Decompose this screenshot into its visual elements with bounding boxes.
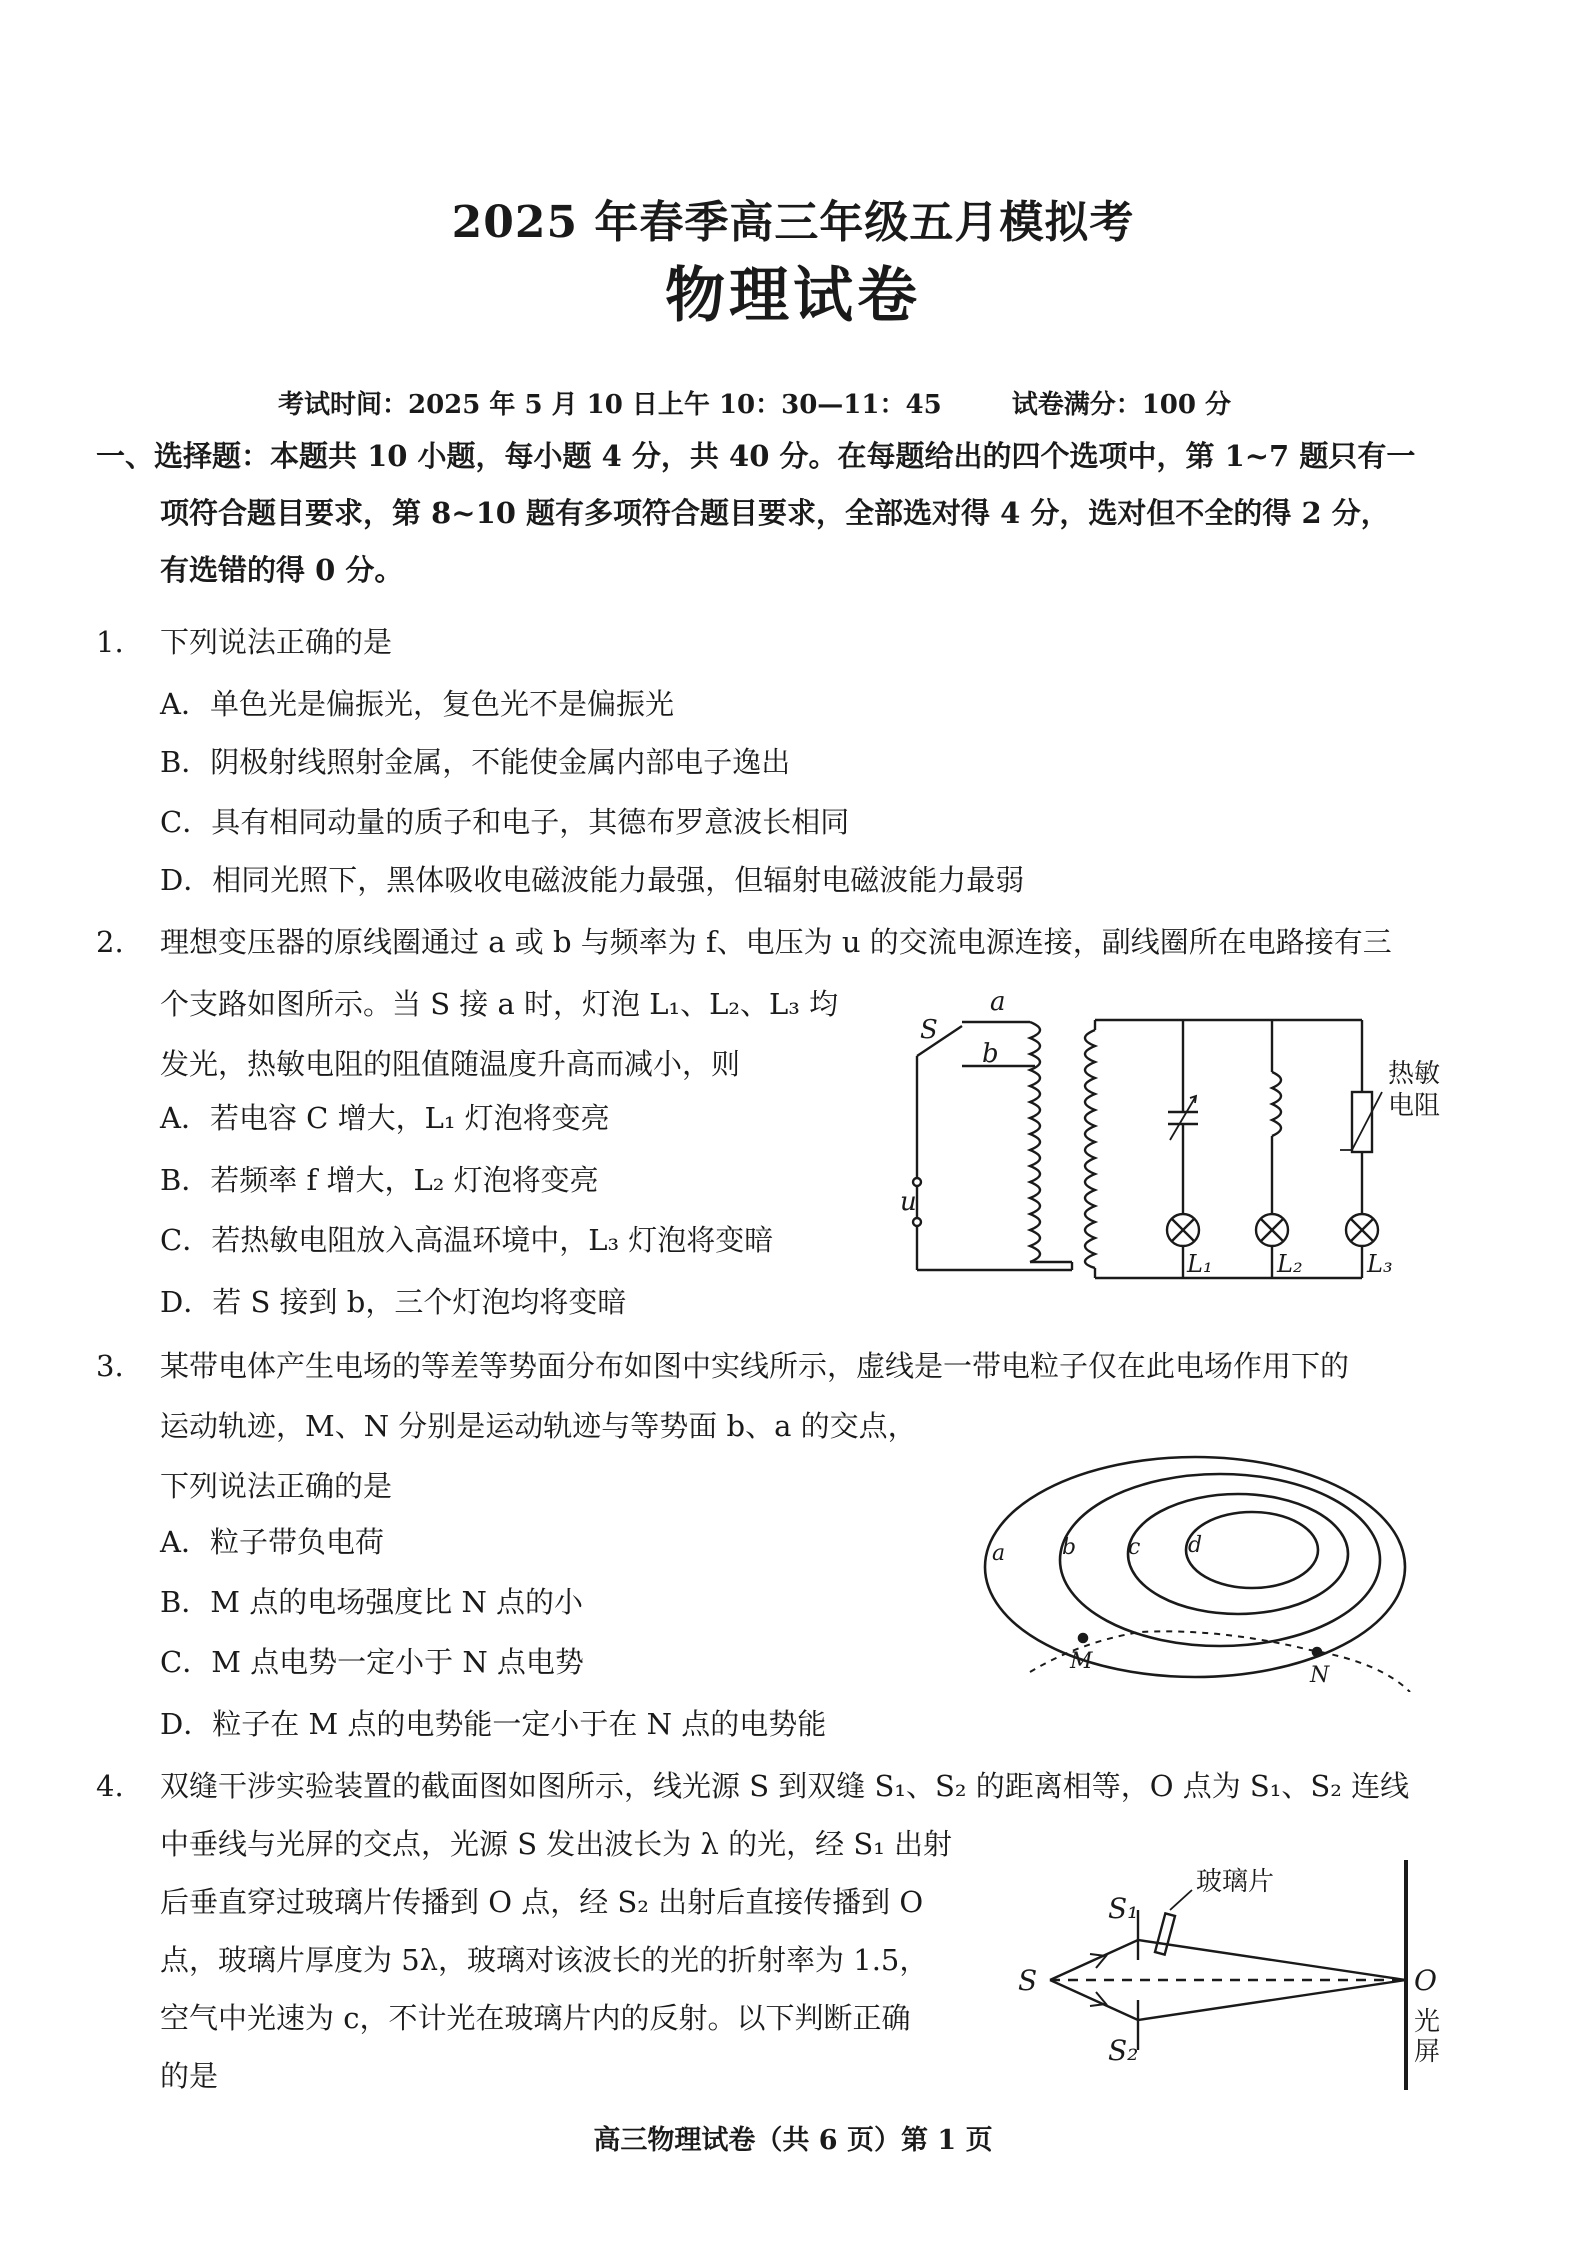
equipotential-b xyxy=(1060,1474,1380,1646)
label-thermistor-2: 电阻 xyxy=(1388,1091,1441,1121)
label-o: O xyxy=(1414,1964,1437,1997)
q4-stem-line2: 中垂线与光屏的交点，光源 S 发出波长为 λ 的光，经 S₁ 出射 xyxy=(160,1827,953,1861)
q1-option-c: C．具有相同动量的质子和电子，其德布罗意波长相同 xyxy=(160,805,850,839)
section-heading-line1: 一、选择题：本题共 10 小题，每小题 4 分，共 40 分。在每题给出的四个选项中，第 1~7 题只有一 xyxy=(96,439,1416,473)
q2-number: 2. xyxy=(96,925,124,959)
q3-stem-line2: 运动轨迹，M、N 分别是运动轨迹与等势面 b、a 的交点， xyxy=(160,1409,917,1443)
q4-stem-line6: 的是 xyxy=(160,2059,219,2093)
q3-option-a: A．粒子带负电荷 xyxy=(160,1525,384,1559)
section-heading-line2: 项符合题目要求，第 8~10 题有多项符合题目要求，全部选对得 4 分，选对但不全的得 2 分， xyxy=(160,496,1390,530)
inductor xyxy=(1272,1072,1281,1136)
exam-time: 考试时间：2025 年 5 月 10 日上午 10：30—11：45 xyxy=(278,390,942,420)
q3-option-d: D．粒子在 M 点的电势能一定小于在 N 点的电势能 xyxy=(160,1707,827,1741)
q3-equipotential-figure xyxy=(970,1442,1420,1692)
q2-option-b: B．若频率 f 增大，L₂ 灯泡将变亮 xyxy=(160,1163,599,1197)
point-n-dot xyxy=(1313,1648,1321,1656)
label-s2: S₂ xyxy=(1108,2034,1139,2067)
secondary-coil xyxy=(1085,1030,1095,1268)
exam-title-line1: 2025 年春季高三年级五月模拟考 xyxy=(451,197,1135,248)
full-score: 试卷满分：100 分 xyxy=(1011,390,1232,420)
q1-stem: 下列说法正确的是 xyxy=(160,625,393,659)
q3-stem-line3: 下列说法正确的是 xyxy=(160,1469,393,1503)
label-s: S xyxy=(920,1015,938,1045)
q4-number: 4. xyxy=(96,1769,124,1803)
exam-meta xyxy=(278,384,1231,421)
label-l2: L₂ xyxy=(1277,1250,1303,1278)
label-c: c xyxy=(1128,1535,1141,1560)
q2-stem-line2: 个支路如图所示。当 S 接 a 时，灯泡 L₁、L₂、L₃ 均 xyxy=(160,987,839,1021)
exam-title-line2: 物理试卷 xyxy=(665,261,921,331)
q2-option-d: D．若 S 接到 b，三个灯泡均将变暗 xyxy=(160,1285,627,1319)
q3-option-c: C．M 点电势一定小于 N 点电势 xyxy=(160,1645,584,1679)
label-a: a xyxy=(992,1541,1006,1566)
q2-option-a: A．若电容 C 增大，L₁ 灯泡将变亮 xyxy=(160,1101,610,1135)
label-screen-2: 屏 xyxy=(1414,2037,1441,2067)
q2-stem-line3: 发光，热敏电阻的阻值随温度升高而减小，则 xyxy=(160,1047,741,1081)
q2-circuit-figure xyxy=(900,982,1460,1282)
q2-option-c: C．若热敏电阻放入高温环境中，L₃ 灯泡将变暗 xyxy=(160,1223,774,1257)
label-u: u xyxy=(900,1187,917,1217)
q4-stem-line1: 双缝干涉实验装置的截面图如图所示，线光源 S 到双缝 S₁、S₂ 的距离相等，O 点为 S₁、S₂ 连线 xyxy=(160,1769,1410,1803)
equipotential-d xyxy=(1186,1512,1318,1588)
q3-option-b: B．M 点的电场强度比 N 点的小 xyxy=(160,1585,584,1619)
label-thermistor-1: 热敏 xyxy=(1388,1059,1441,1089)
secondary-circuit xyxy=(1085,1020,1382,1278)
label-b: b xyxy=(1062,1535,1077,1560)
q4-double-slit-figure xyxy=(1010,1850,1500,2100)
label-n: N xyxy=(1310,1663,1330,1688)
q2-stem-line1: 理想变压器的原线圈通过 a 或 b 与频率为 f、电压为 u 的交流电源连接，副线圈所在电路接有三 xyxy=(160,925,1392,959)
q1-option-d: D．相同光照下，黑体吸收电磁波能力最强，但辐射电磁波能力最弱 xyxy=(160,863,1025,897)
label-glass: 玻璃片 xyxy=(1196,1867,1275,1897)
q1-option-b: B．阴极射线照射金属，不能使金属内部电子逸出 xyxy=(160,745,791,779)
q3-stem-line1: 某带电体产生电场的等差等势面分布如图中实线所示，虚线是一带电粒子仅在此电场作用下的 xyxy=(160,1349,1350,1383)
section-heading-line3: 有选错的得 0 分。 xyxy=(160,553,404,587)
label-l1: L₁ xyxy=(1187,1250,1213,1278)
page-footer: 高三物理试卷（共 6 页）第 1 页 xyxy=(593,2125,993,2156)
q3-number: 3. xyxy=(96,1349,124,1383)
label-m: M xyxy=(1070,1649,1093,1674)
label-s1: S₁ xyxy=(1108,1892,1139,1925)
q4-stem-line3: 后垂直穿过玻璃片传播到 O 点，经 S₂ 出射后直接传播到 O xyxy=(160,1885,924,1919)
q4-stem-line5: 空气中光速为 c，不计光在玻璃片内的反射。以下判断正确 xyxy=(160,2001,911,2035)
label-screen-1: 光 xyxy=(1414,2007,1441,2037)
primary-coil xyxy=(1030,1022,1040,1262)
glass-plate xyxy=(1155,1913,1175,1954)
q1-option-a: A．单色光是偏振光，复色光不是偏振光 xyxy=(160,687,674,721)
point-m-dot xyxy=(1079,1634,1087,1642)
label-l3: L₃ xyxy=(1367,1250,1393,1278)
q1-number: 1. xyxy=(96,625,124,659)
q4-stem-line4: 点，玻璃片厚度为 5λ，玻璃对该波长的光的折射率为 1.5， xyxy=(160,1943,929,1977)
label-s: S xyxy=(1018,1964,1038,1997)
label-b: b xyxy=(982,1039,999,1069)
label-a: a xyxy=(990,987,1006,1017)
label-d: d xyxy=(1188,1533,1203,1558)
